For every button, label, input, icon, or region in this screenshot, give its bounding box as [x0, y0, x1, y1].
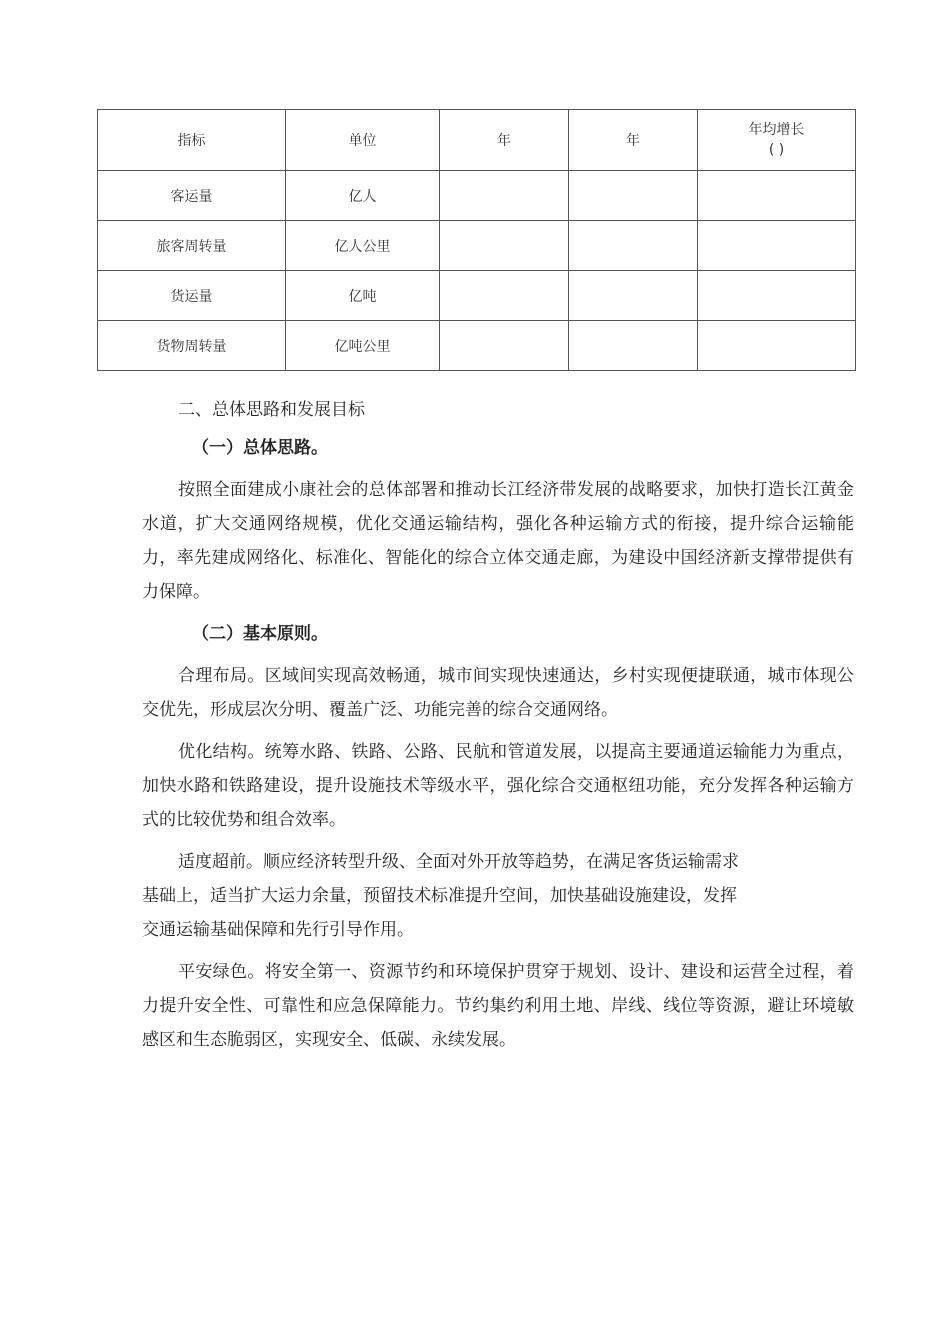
cell-indicator: 货运量 — [98, 271, 286, 321]
section-heading: 二、总体思路和发展目标 — [178, 400, 365, 420]
subheading-basic-principles: （二）基本原则。 — [192, 624, 328, 644]
cell-year-1 — [440, 171, 569, 221]
paragraph-moderately-ahead — [142, 845, 854, 947]
paragraph-rational-layout: 合理布局。区域间实现高效畅通，城市间实现快速通达，乡村实现便捷联通，城市体现公交优先，形成层次分明、覆盖广泛、功能完善的综合交通网络。 — [142, 666, 854, 720]
cell-year-1 — [440, 321, 569, 371]
cell-growth — [698, 321, 856, 371]
paragraph-safe-green: 平安绿色。将安全第一、资源节约和环境保护贯穿于规划、设计、建设和运营全过程，着力提升安全性、可靠性和应急保障能力。节约集约利用土地、岸线、线位等资源，避让环境敏感区和生态脆弱区，实现安全、低碳、永续发展。 — [142, 962, 854, 1050]
header-growth-parens: ( ) — [768, 142, 785, 158]
cell-indicator: 旅客周转量 — [98, 221, 286, 271]
cell-year-1 — [440, 271, 569, 321]
cell-growth — [698, 221, 856, 271]
header-growth-label: 年均增长 — [748, 122, 805, 138]
section-body — [142, 393, 854, 1057]
paragraph-overall-approach: 按照全面建成小康社会的总体部署和推动长江经济带发展的战略要求，加快打造长江黄金水道，扩大交通网络规模，优化交通运输结构，强化各种运输方式的衔接，提升综合运输能力，率先建成网络化、标准化、智能化的综合立体交通走廊，为建设中国经济新支撑带提供有力保障。 — [142, 480, 854, 602]
paragraph-optimized-structure: 优化结构。统筹水路、铁路、公路、民航和管道发展，以提高主要通道运输能力为重点，加快水路和铁路建设，提升设施技术等级水平，强化综合交通枢纽功能，充分发挥各种运输方式的比较优势和组合效率。 — [142, 742, 854, 830]
header-year-2: 年 — [569, 110, 698, 171]
table-row — [98, 271, 856, 321]
cell-unit: 亿人公里 — [286, 221, 440, 271]
cell-growth — [698, 171, 856, 221]
cell-year-2 — [569, 321, 698, 371]
subheading-overall-approach: （一）总体思路。 — [192, 438, 328, 458]
header-year-1: 年 — [440, 110, 569, 171]
cell-year-1 — [440, 221, 569, 271]
header-indicator: 指标 — [98, 110, 286, 171]
table-row — [98, 221, 856, 271]
cell-year-2 — [569, 271, 698, 321]
cell-unit: 亿人 — [286, 171, 440, 221]
paragraph-line: 适度超前。顺应经济转型升级、全面对外开放等趋势，在满足客货运输需求 — [178, 852, 739, 872]
cell-year-2 — [569, 171, 698, 221]
cell-unit: 亿吨 — [286, 271, 440, 321]
paragraph-line: 交通运输基础保障和先行引导作用。 — [142, 920, 414, 940]
paragraph-line: 基础上，适当扩大运力余量，预留技术标准提升空间，加快基础设施建设，发挥 — [142, 886, 737, 906]
table-row — [98, 321, 856, 371]
cell-year-2 — [569, 221, 698, 271]
cell-growth — [698, 271, 856, 321]
transport-metrics-table — [97, 109, 856, 371]
cell-indicator: 货物周转量 — [98, 321, 286, 371]
cell-indicator: 客运量 — [98, 171, 286, 221]
header-unit: 单位 — [286, 110, 440, 171]
table-row — [98, 171, 856, 221]
cell-unit: 亿吨公里 — [286, 321, 440, 371]
header-annual-growth — [698, 110, 856, 171]
table-header-row — [98, 110, 856, 171]
